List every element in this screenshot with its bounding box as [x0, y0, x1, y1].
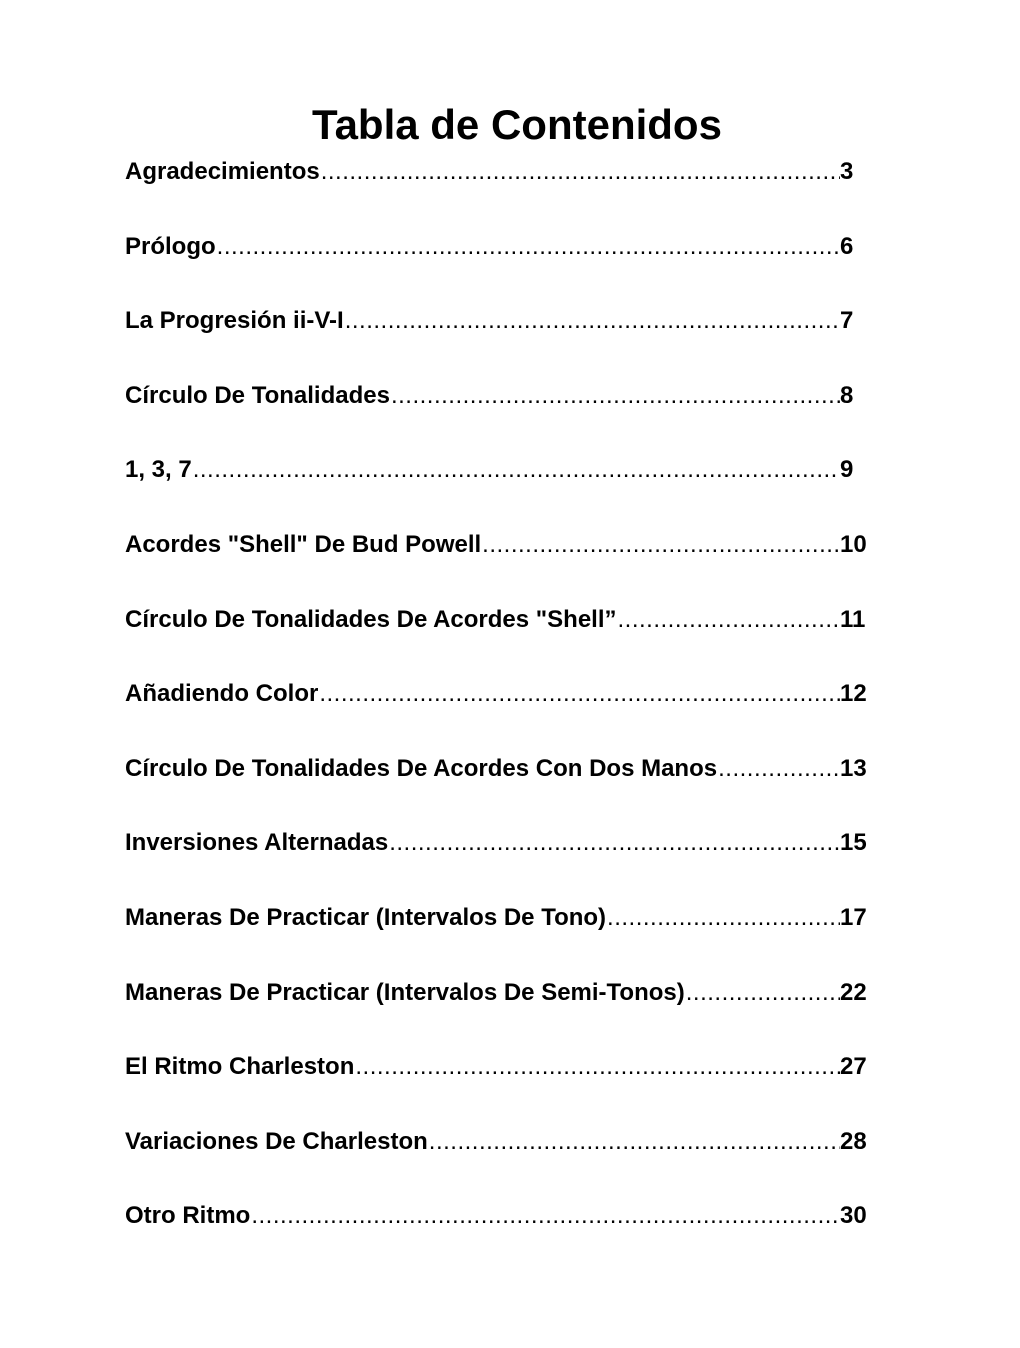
toc-entry-page: 10 — [840, 530, 867, 558]
toc-entry — [125, 976, 870, 1051]
toc-leader-dots — [321, 155, 840, 189]
toc-entry-page: 12 — [840, 680, 867, 708]
toc-leader-dots — [482, 528, 840, 562]
toc-entry-title: Inversiones Alternadas — [125, 829, 389, 857]
toc-entry-page: 3 — [840, 158, 854, 185]
toc-entry — [125, 528, 870, 603]
toc-entry-page: 27 — [840, 1053, 867, 1081]
toc-leader-dots — [319, 677, 840, 711]
toc-leader-dots — [429, 1125, 840, 1159]
toc-leader-dots — [718, 752, 840, 786]
toc-leader-dots — [217, 230, 840, 264]
toc-entry — [125, 677, 870, 752]
toc-entry-page: 17 — [840, 903, 867, 931]
toc-entry-page: 30 — [840, 1202, 867, 1230]
toc-entry-title: Variaciones De Charleston — [125, 1127, 428, 1155]
toc-entry-title: 1, 3, 7 — [125, 456, 192, 484]
toc-entry-title: Maneras De Practicar (Intervalos De Semi-Tonos) — [125, 978, 685, 1006]
toc-entry — [125, 901, 870, 976]
toc-entry-page: 22 — [840, 978, 867, 1006]
toc-entry-page: 11 — [840, 605, 866, 633]
table-of-contents — [125, 155, 870, 1274]
toc-entry — [125, 1050, 870, 1125]
toc-entry — [125, 379, 870, 454]
toc-entry-page: 15 — [840, 829, 867, 857]
toc-leader-dots — [355, 1050, 840, 1084]
toc-entry-page: 6 — [840, 232, 854, 260]
toc-entry-title: La Progresión ii-V-I — [125, 307, 344, 335]
toc-entry-page: 9 — [840, 456, 854, 484]
toc-leader-dots — [389, 826, 840, 860]
toc-entry-title: Círculo De Tonalidades — [125, 381, 390, 409]
toc-leader-dots — [686, 976, 840, 1010]
toc-entry-title: Agradecimientos — [125, 158, 320, 185]
toc-entry-page: 8 — [840, 381, 854, 409]
toc-entry — [125, 155, 870, 230]
toc-entry-title: El Ritmo Charleston — [125, 1053, 355, 1081]
toc-entry — [125, 230, 870, 305]
toc-leader-dots — [618, 603, 841, 637]
toc-entry-title: Acordes "Shell" De Bud Powell — [125, 530, 482, 558]
toc-entry-page: 13 — [840, 754, 867, 782]
toc-entry-title: Maneras De Practicar (Intervalos De Tono) — [125, 903, 607, 931]
toc-entry — [125, 603, 870, 678]
toc-entry-page: 7 — [840, 307, 854, 335]
toc-entry-title: Círculo De Tonalidades De Acordes Con Dos Manos — [125, 754, 718, 782]
toc-entry — [125, 826, 870, 901]
toc-leader-dots — [607, 901, 840, 935]
toc-entry-title: Prólogo — [125, 232, 216, 260]
toc-entry — [125, 1199, 870, 1274]
toc-leader-dots — [391, 379, 840, 413]
toc-entry — [125, 453, 870, 528]
toc-leader-dots — [345, 304, 840, 338]
toc-entry — [125, 1125, 870, 1200]
toc-entry-page: 28 — [840, 1127, 867, 1155]
page-title: Tabla de Contenidos — [312, 101, 722, 149]
toc-leader-dots — [251, 1199, 840, 1233]
toc-leader-dots — [193, 453, 840, 487]
toc-entry-title: Otro Ritmo — [125, 1202, 251, 1230]
toc-entry-title: Círculo De Tonalidades De Acordes "Shell” — [125, 605, 617, 633]
toc-entry — [125, 752, 870, 827]
toc-entry-title: Añadiendo Color — [125, 680, 319, 708]
toc-entry — [125, 304, 870, 379]
